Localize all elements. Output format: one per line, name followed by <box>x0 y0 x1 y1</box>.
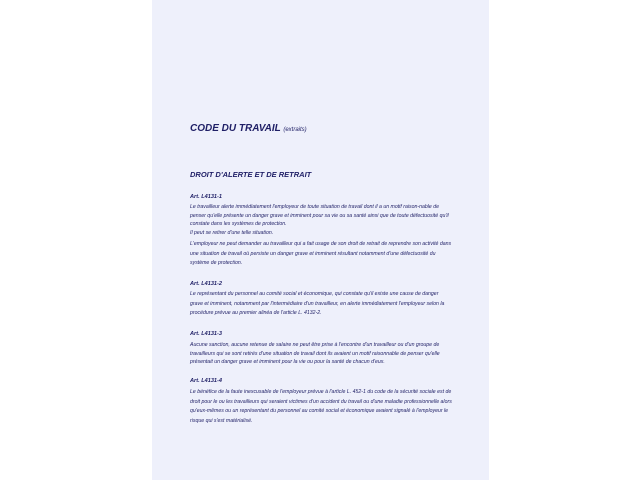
document-title-text: CODE DU TRAVAIL <box>190 123 281 134</box>
section-title: DROIT D'ALERTE ET DE RETRAIT <box>190 170 312 179</box>
article-heading: Art. L4131-3 <box>190 331 223 337</box>
article-paragraph: Aucune sanction, aucune retenue de salaire ne peut être prise à l'encontre d'un travailleur ou d'un groupe de travailleurs qui se sont retirés d'une situation de travail dont ils avaient un motif raisonnable de penser qu'elle présentait un danger grave et imminent pour la vie ou pour la santé de chacun d'eux. <box>190 342 440 365</box>
document-page <box>152 0 489 480</box>
document-title <box>190 123 307 136</box>
article-paragraph: Le travailleur alerte immédiatement l'employeur de toute situation de travail dont il a un motif raison-nable de penser qu'elle présente un danger grave et imminent pour sa vie ou sa santé ainsi que de toute défectuosité qu'il constate dans les systèmes de protection. <box>190 204 449 227</box>
article-paragraph: Le bénéfice de la faute inexcusable de l'employeur prévue à l'article L. 452-1 du code de la sécurité sociale est de droit pour le ou les travailleurs qui seraient victimes d'un accident du travail ou d'une maladie professionnelle alors qu'eux-mêmes ou un représentant du personnel au comité social et économique avaient signalé à l'employeur le risque qui s'est matérialisé. <box>190 389 452 424</box>
document-title-note: (extraits) <box>283 127 307 133</box>
article-paragraph: Il peut se retirer d'une telle situation. <box>190 230 274 236</box>
article-heading: Art. L4131-4 <box>190 378 223 384</box>
article-paragraph: Le représentant du personnel au comité social et économique, qui constate qu'il existe une cause de danger grave et imminent, notamment par l'intermédiaire d'un travailleur, en alerte immédiatement l'employeur selon la procédure prévue au premier alinéa de l'article L. 4132-2. <box>190 291 445 316</box>
article-paragraph: L'employeur ne peut demander au travailleur qui a fait usage de son droit de retrait de reprendre son activité dans une situation de travail où persiste un danger grave et imminent résultant notamment d'une défectuosité du système de protection. <box>190 241 452 266</box>
article-heading: Art. L4131-2 <box>190 281 223 287</box>
article-heading: Art. L4131-1 <box>190 194 223 200</box>
